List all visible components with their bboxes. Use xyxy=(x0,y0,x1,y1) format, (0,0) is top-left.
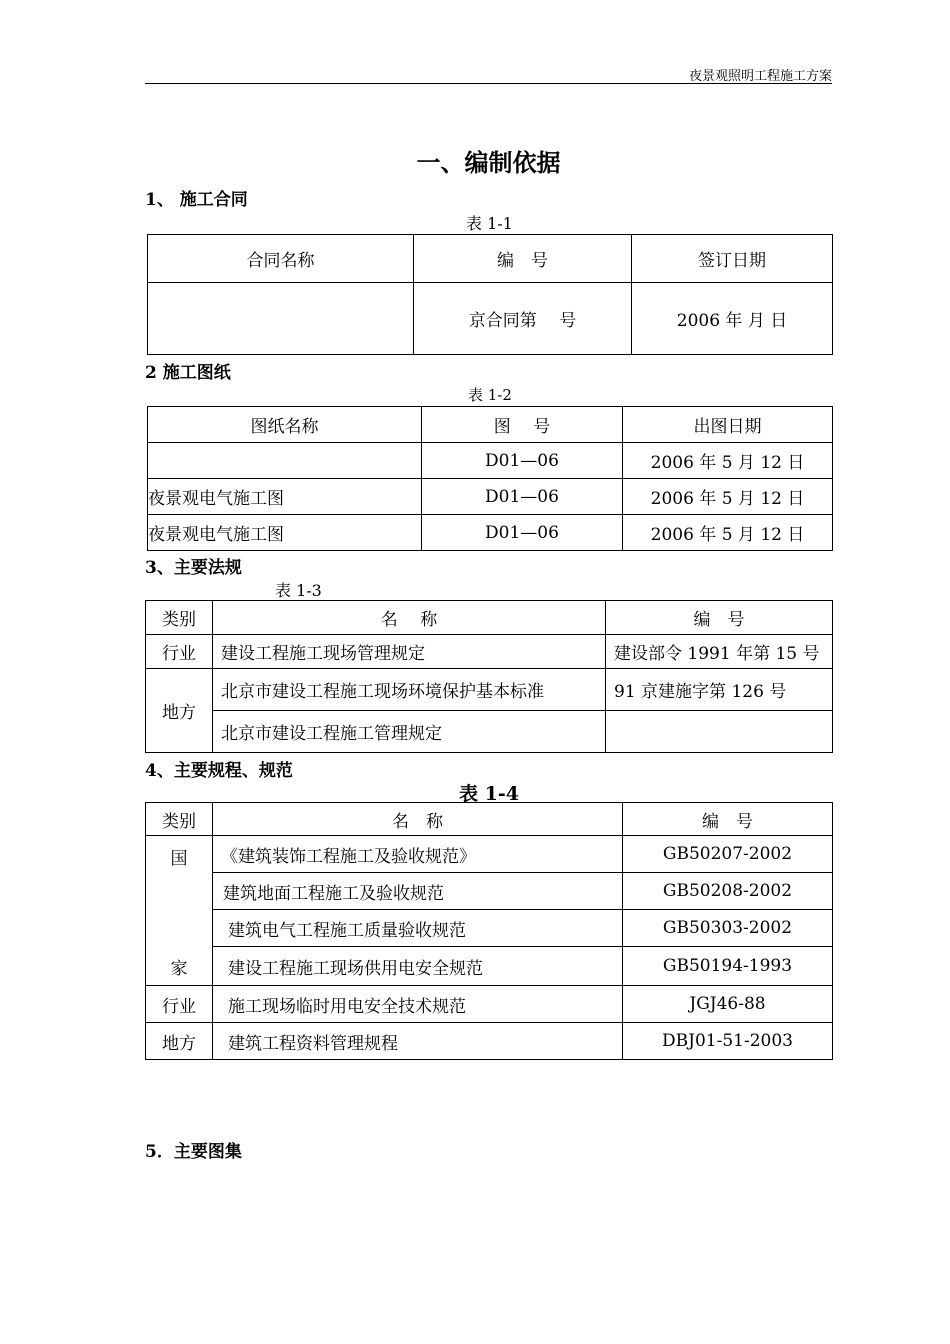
standards-table xyxy=(145,802,833,1060)
drawing-name-cell: 夜景观电气施工图 xyxy=(148,479,422,515)
drawing-date-cell: 2006 年 5 月 12 日 xyxy=(623,479,833,515)
regulation-number-cell: 91 京建施字第 126 号 xyxy=(606,669,833,711)
standard-name-cell: 建设工程施工现场供用电安全规范 xyxy=(213,947,623,986)
standard-code-cell: GB50208-2002 xyxy=(623,873,833,910)
table-row xyxy=(148,479,833,515)
header-rule xyxy=(145,83,832,84)
regulation-name-cell: 北京市建设工程施工现场环境保护基本标准 xyxy=(213,669,606,711)
table-1-3-caption: 表 1-3 xyxy=(275,581,322,600)
regulations-table xyxy=(145,600,833,753)
table-row xyxy=(146,873,833,910)
drawing-name-cell xyxy=(148,443,422,479)
regulation-name-cell: 北京市建设工程施工管理规定 xyxy=(213,711,606,753)
table-1-2-caption: 表 1-2 xyxy=(468,386,512,404)
table-1-1-caption: 表 1-1 xyxy=(466,214,513,233)
standard-code-cell: JGJ46-88 xyxy=(623,986,833,1023)
section-1-heading: 1、 施工合同 xyxy=(145,190,248,210)
table-header-row xyxy=(146,803,833,836)
standard-code-cell: DBJ01-51-2003 xyxy=(623,1023,833,1060)
header-cell: 图 号 xyxy=(422,407,623,443)
header-cell: 签订日期 xyxy=(632,235,833,283)
table-header-row xyxy=(148,407,833,443)
table-row xyxy=(148,283,833,355)
section-2-heading: 2 施工图纸 xyxy=(145,363,231,383)
table-row xyxy=(146,836,833,873)
section-5-heading: 5．主要图集 xyxy=(145,1142,242,1162)
header-cell: 类别 xyxy=(146,803,213,836)
drawing-number-cell: D01—06 xyxy=(422,515,623,551)
standard-name-cell: 建筑工程资料管理规程 xyxy=(213,1023,623,1060)
category-cell-national xyxy=(146,836,213,986)
table-row xyxy=(146,1023,833,1060)
category-cell: 地方 xyxy=(146,669,213,753)
table-row xyxy=(146,986,833,1023)
standard-name-cell: 建筑电气工程施工质量验收规范 xyxy=(213,910,623,947)
table-row xyxy=(146,635,833,669)
header-cell: 名 称 xyxy=(213,803,623,836)
drawings-table xyxy=(147,406,833,551)
header-cell: 图纸名称 xyxy=(148,407,422,443)
standard-code-cell: GB50303-2002 xyxy=(623,910,833,947)
header-cell: 名 称 xyxy=(213,601,606,635)
header-cell: 类别 xyxy=(146,601,213,635)
drawing-number-cell: D01—06 xyxy=(422,479,623,515)
table-row xyxy=(148,443,833,479)
regulation-number-cell: 建设部令 1991 年第 15 号 xyxy=(606,635,833,669)
drawing-name-cell: 夜景观电气施工图 xyxy=(148,515,422,551)
drawing-number-cell: D01—06 xyxy=(422,443,623,479)
table-row xyxy=(146,711,833,753)
standard-name-cell: 施工现场临时用电安全技术规范 xyxy=(213,986,623,1023)
table-header-row xyxy=(146,601,833,635)
running-header: 夜景观照明工程施工方案 xyxy=(688,69,832,84)
category-cell: 地方 xyxy=(146,1023,213,1060)
header-cell: 编 号 xyxy=(623,803,833,836)
drawing-date-cell: 2006 年 5 月 12 日 xyxy=(623,515,833,551)
contract-number-cell: 京合同第 号 xyxy=(414,283,632,355)
regulation-name-cell: 建设工程施工现场管理规定 xyxy=(213,635,606,669)
section-4-heading: 4、主要规程、规范 xyxy=(145,761,293,781)
header-cell: 合同名称 xyxy=(148,235,414,283)
category-national-top: 国 xyxy=(170,849,188,869)
category-cell: 行业 xyxy=(146,986,213,1023)
regulation-number-cell xyxy=(606,711,833,753)
page-title: 一、编制依据 xyxy=(416,148,561,177)
header-cell: 编 号 xyxy=(606,601,833,635)
drawing-date-cell: 2006 年 5 月 12 日 xyxy=(623,443,833,479)
header-cell: 出图日期 xyxy=(623,407,833,443)
standard-code-cell: GB50194-1993 xyxy=(623,947,833,986)
table-row xyxy=(146,947,833,986)
header-cell: 编 号 xyxy=(414,235,632,283)
table-header-row xyxy=(148,235,833,283)
contract-name-cell xyxy=(148,283,414,355)
sign-date-cell: 2006 年 月 日 xyxy=(632,283,833,355)
table-row xyxy=(146,910,833,947)
standard-name-cell: 《建筑装饰工程施工及验收规范》 xyxy=(213,836,623,873)
table-row xyxy=(146,669,833,711)
standard-name-cell: 建筑地面工程施工及验收规范 xyxy=(213,873,623,910)
category-cell: 行业 xyxy=(146,635,213,669)
table-row xyxy=(148,515,833,551)
standard-code-cell: GB50207-2002 xyxy=(623,836,833,873)
category-national-bottom: 家 xyxy=(170,959,188,979)
contract-table xyxy=(147,234,833,355)
section-3-heading: 3、主要法规 xyxy=(145,558,242,578)
table-1-4-caption: 表 1-4 xyxy=(459,783,519,805)
